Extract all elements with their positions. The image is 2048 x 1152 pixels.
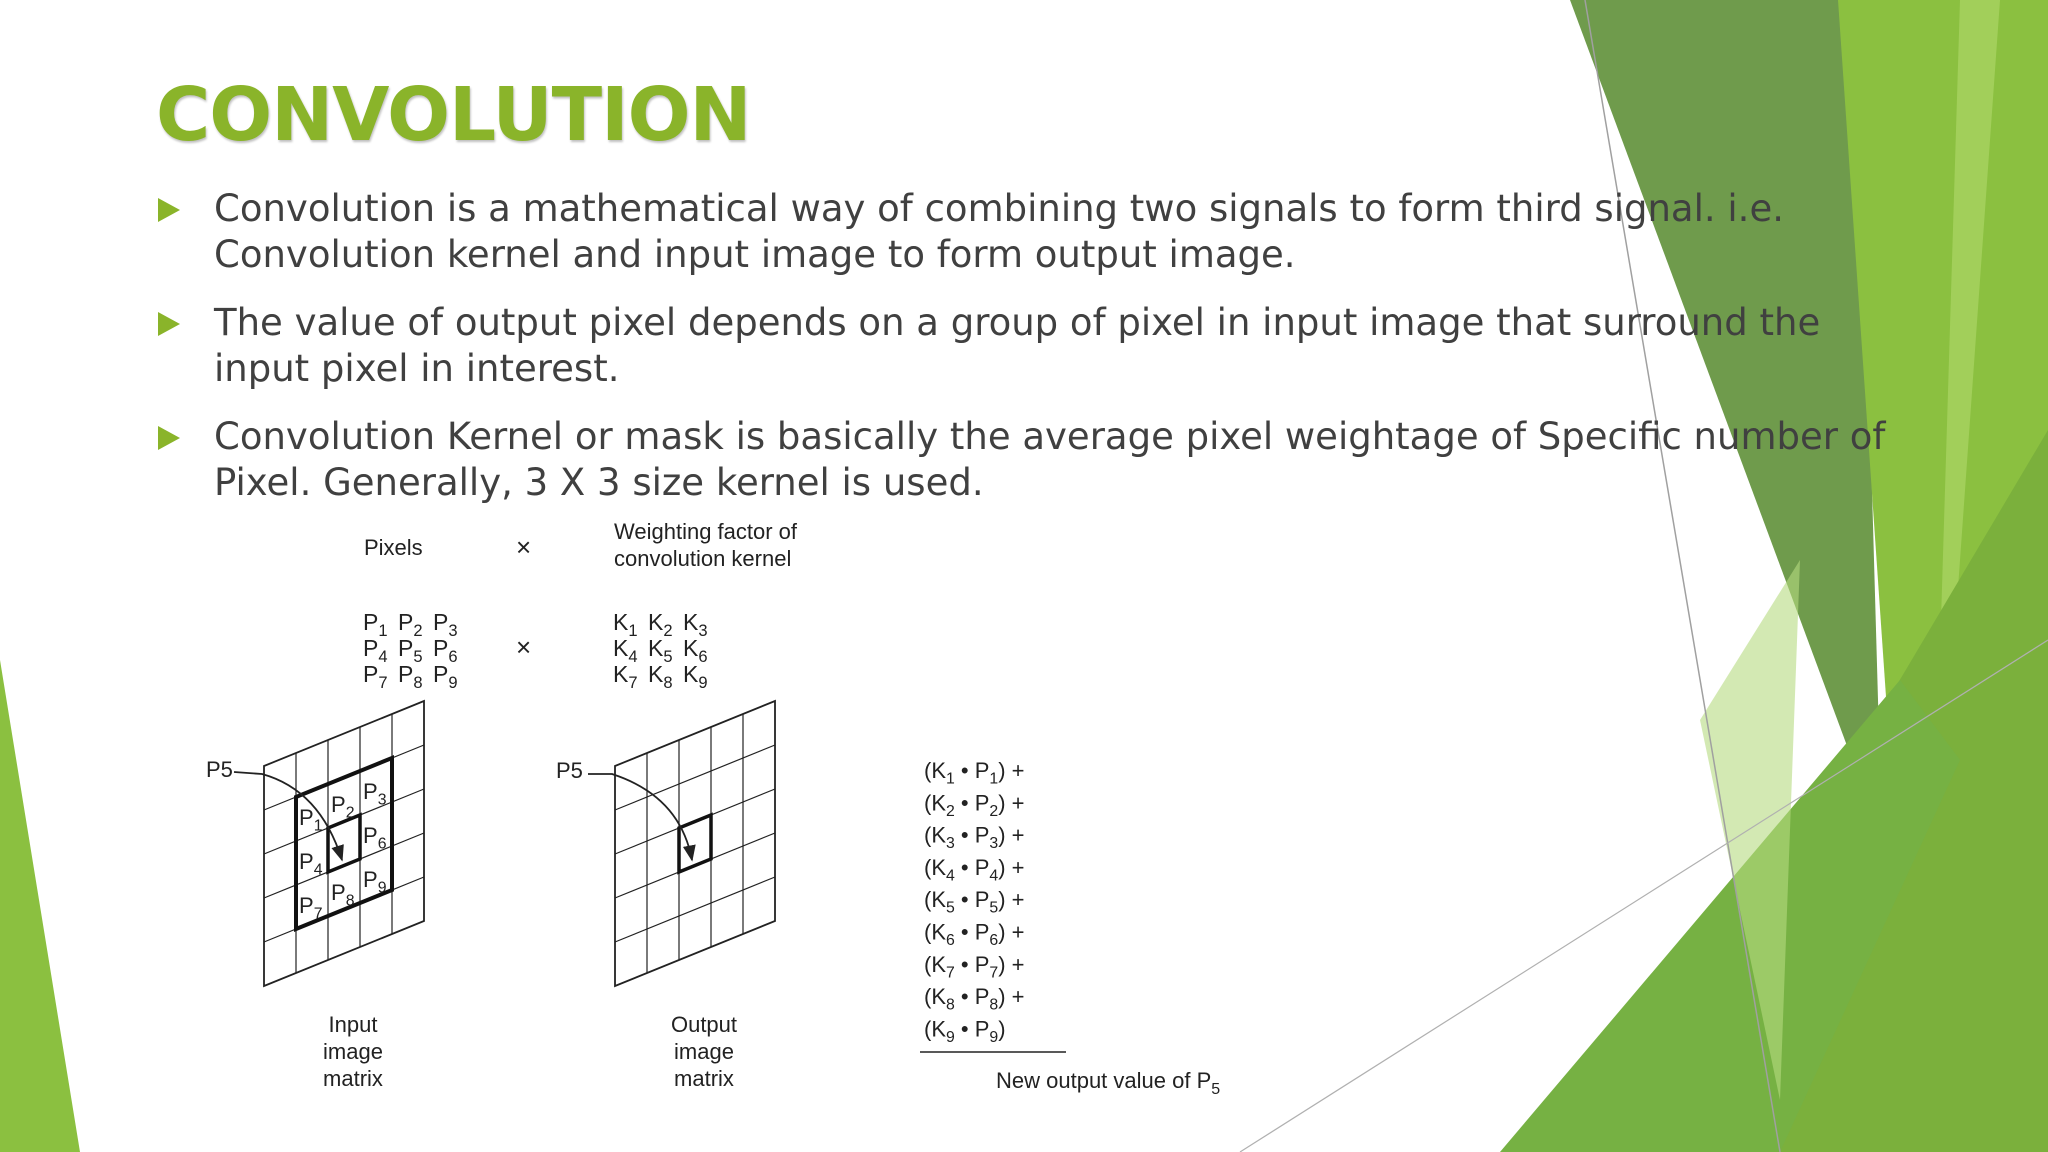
output-pointer-label: P5 — [556, 758, 583, 783]
sum-term: ($K_3$ • $P_3$) + — [924, 822, 1025, 853]
kernel-symbol: $K_2$ — [648, 609, 673, 640]
pixel-symbol: $P_4$ — [363, 635, 388, 666]
kernel-symbol: $K_6$ — [683, 635, 708, 666]
kernel-matrix — [613, 609, 708, 692]
output-caption: Output — [670, 1012, 738, 1037]
center-pixel-box — [679, 815, 711, 872]
sum-term: ($K_1$ • $P_1$) + — [924, 758, 1025, 788]
pixel-symbol: $P_1$ — [363, 609, 388, 640]
grid-pixel-label: $P_6$ — [363, 823, 387, 853]
grid-pixel-label: $P_8$ — [331, 880, 355, 910]
sum-term: ($K_7$ • $P_7$) + — [924, 951, 1025, 982]
pixel-symbol: $P_7$ — [363, 661, 388, 692]
pixel-symbol: $P_6$ — [433, 635, 458, 666]
grid-line — [615, 877, 775, 942]
sum-term: ($K_5$ • $P_5$) + — [924, 887, 1025, 917]
grid-line — [615, 745, 775, 810]
pixel-matrix — [363, 609, 458, 692]
input-caption: Input — [328, 1012, 378, 1037]
output-caption: matrix — [674, 1066, 734, 1091]
output-image-grid — [615, 701, 775, 986]
kernel-label: convolution kernel — [614, 546, 792, 571]
bullet-text: Convolution is a mathematical way of combining two signals to form third signal. i.e. Convolution kernel and input image to form output image. — [214, 187, 1784, 276]
sum-term: ($K_9$ • $P_9$) — [924, 1016, 1006, 1046]
pixels-label: Pixels — [364, 535, 423, 560]
pixel-symbol: $P_5$ — [398, 635, 423, 666]
grid-pixel-label: $P_9$ — [363, 867, 387, 897]
input-caption: image — [323, 1039, 383, 1064]
pixel-symbol: $P_2$ — [398, 609, 423, 640]
kernel-symbol: $K_3$ — [683, 609, 708, 640]
kernel-symbol: $K_4$ — [613, 635, 638, 666]
input-caption: matrix — [323, 1066, 383, 1091]
kernel-symbol: $K_1$ — [613, 609, 638, 640]
grid-border — [264, 701, 424, 986]
pixel-symbol: $P_8$ — [398, 661, 423, 692]
pixel-symbol: $P_3$ — [433, 609, 458, 640]
sum-terms — [924, 758, 1025, 1046]
grid-pixel-label: $P_7$ — [299, 893, 323, 923]
kernel-symbol: $K_5$ — [648, 635, 673, 666]
times-symbol: × — [516, 532, 532, 562]
bullet-text: The value of output pixel depends on a group of pixel in input image that surround the input pixel in interest. — [214, 301, 1821, 390]
output-pointer-arrow — [588, 774, 692, 860]
slide-title: CONVOLUTION — [156, 72, 751, 158]
input-image-grid — [264, 701, 424, 986]
bullet-text: Convolution Kernel or mask is basically the average pixel weightage of Specific number of Pixel. Generally, 3 X 3 size kernel is used. — [214, 415, 1886, 504]
output-caption: image — [674, 1039, 734, 1064]
sum-term: ($K_2$ • $P_2$) + — [924, 790, 1025, 820]
times-symbol: × — [516, 632, 532, 662]
kernel-symbol: $K_7$ — [613, 661, 638, 692]
kernel-label: Weighting factor of — [614, 519, 798, 544]
sum-term: ($K_6$ • $P_6$) + — [924, 919, 1025, 949]
grid-pixel-label: $P_3$ — [363, 779, 387, 809]
kernel-symbol: $K_9$ — [683, 661, 708, 692]
sum-term: ($K_8$ • $P_8$) + — [924, 984, 1025, 1014]
sum-term: ($K_4$ • $P_4$) + — [924, 854, 1025, 885]
grid-border — [615, 701, 775, 986]
grid-pixel-label: $P_1$ — [299, 805, 323, 835]
grid-pixel-label: $P_2$ — [331, 792, 355, 822]
input-pointer-label: P5 — [206, 757, 233, 782]
pixel-symbol: $P_9$ — [433, 661, 458, 692]
kernel-symbol: $K_8$ — [648, 661, 673, 692]
grid-pixel-label: $P_4$ — [299, 849, 323, 879]
result-label: New output value of $P_5$ — [996, 1068, 1221, 1098]
center-pixel-box — [328, 815, 360, 872]
